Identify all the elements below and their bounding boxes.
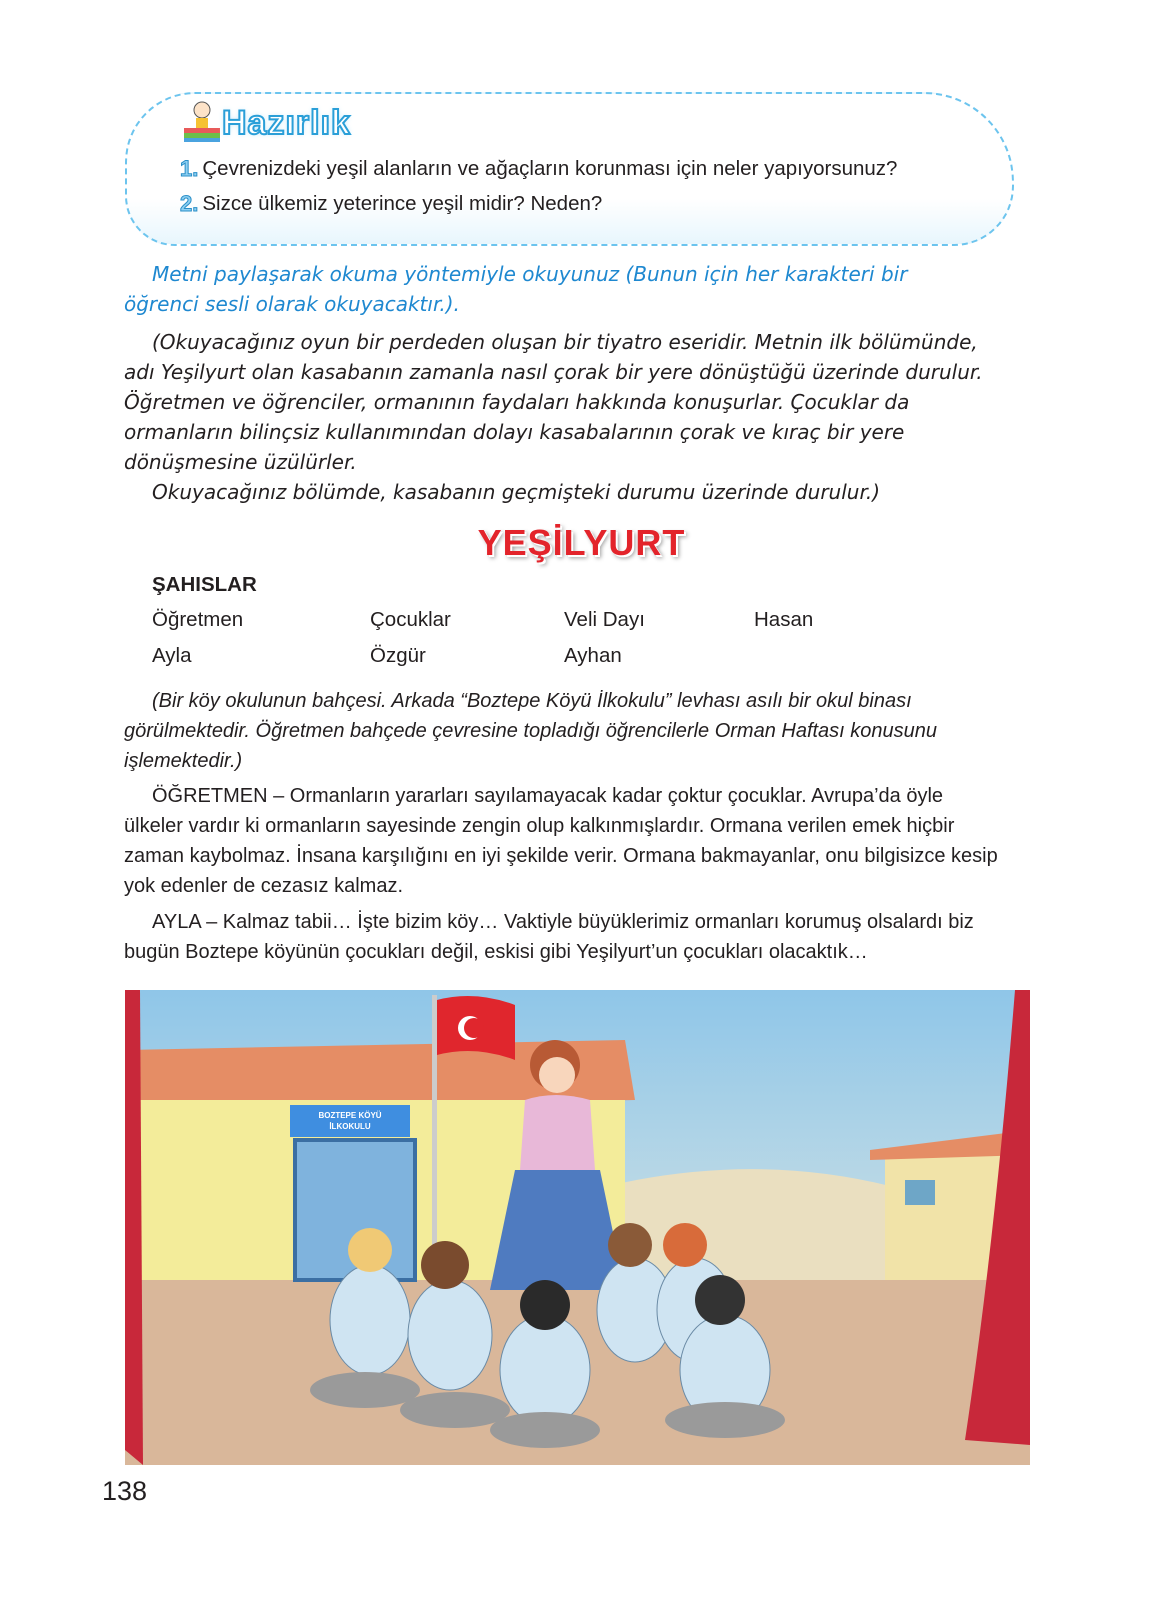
dialogue-teacher: ÖĞRETMEN – Ormanların yararları sayılamayacak kadar çoktur çocuklar. Avrupa’da öyle ülkeler vardır ki ormanların sayesinde zengin olup kalkınmışlardır. Ormana verilen emek hiçbir zaman kaybolmaz. İnsana karşılığını en iyi şekilde verir. Ormana bakmayanlar, onu bilgisizce kesip yok edenler de cezasız kalmaz. [124,785,998,897]
school-sign [290,1105,410,1137]
child-mascot-icon [180,100,222,147]
reading-instruction: Metni paylaşarak okuma yöntemiyle okuyunuz (Bunun için her karakteri bir öğrenci sesli olarak okuyacaktır.). [124,262,908,316]
stage-direction: (Bir köy okulunun bahçesi. Arkada “Boztepe Köyü İlkokulu” levhası asılı bir okul binası görülmektedir. Öğretmen bahçede çevresine topladığı öğrencilerle Orman Haftası konusunu işlemektedir.) [124,690,938,772]
cast-member: Ayhan [564,644,622,667]
cast-member: Çocuklar [370,608,451,631]
sign-text: BOZTEPE KÖYÜ [318,1111,382,1120]
play-title: YEŞİLYURT [477,522,686,563]
question-2 [180,191,602,217]
intro-paragraph: (Okuyacağınız oyun bir perdeden oluşan bir tiyatro eseridir. Metnin ilk bölümünde, adı Yeşilyurt olan kasabanın zamanla nasıl çorak bir yere dönüştüğü üzerinde durulur. Öğretmen ve öğrenciler, ormanının faydaları hakkında konuşurlar. Çocuklar da ormanların bilinçsiz kullanımından dolayı kasabalarının çorak ve kıraç bir yere dönüşmesine üzülürler. [124,330,983,474]
school-yard-illustration [125,990,1030,1465]
cast-member: Ayla [152,644,192,667]
page-number: 138 [102,1476,148,1506]
sign-text: İLKOKULU [329,1122,371,1131]
cast-member: Veli Dayı [564,608,645,631]
question-text: Çevrenizdeki yeşil alanların ve ağaçların korunması için neler yapıyorsunuz? [202,157,898,180]
cast-table [152,608,813,680]
question-number: 2. [180,191,199,216]
preparation-title: Hazırlık [222,104,351,142]
question-number: 1. [180,156,199,181]
dialogue-ayla: AYLA – Kalmaz tabii… İşte bizim köy… Vaktiyle büyüklerimiz ormanları korumuş olsalardı biz bugün Boztepe köyünün çocukları değil, eskisi gibi Yeşilyurt’un çocukları olacaktık… [124,911,974,963]
cast-member: Özgür [370,644,426,667]
cast-member: Öğretmen [152,608,244,631]
cast-heading: ŞAHISLAR [152,573,257,596]
question-text: Sizce ülkemiz yeterince yeşil midir? Neden? [202,192,603,215]
question-1 [180,156,897,182]
cast-member: Hasan [754,608,814,631]
intro-paragraph-2: Okuyacağınız bölümde, kasabanın geçmişteki durumu üzerinde durulur.) [152,480,880,504]
